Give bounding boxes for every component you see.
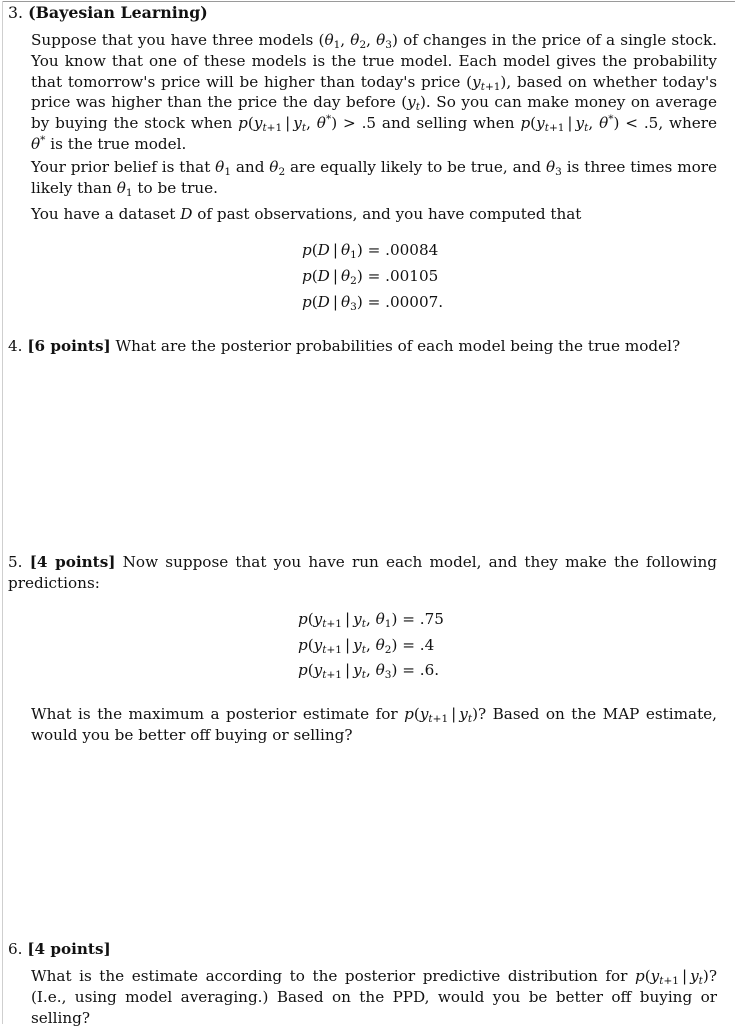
left-border-line [2,1,3,1024]
question-3-title: (Bayesian Learning) [28,3,208,22]
likelihood-equation: p(D | $\theta_2) = .00105$ [302,267,439,287]
question-4 [8,336,718,357]
question-5-number: 5. [8,553,23,571]
question-5-points: [4 points] [29,553,116,571]
question-3-paragraph-3: You have a dataset D of past observations, and you have computed that [31,205,582,223]
question-3-paragraph-2: Your prior belief is that $\theta_1$ and $\theta_2$ are equally likely to be true, and $\theta_3$ is three times more likely than $\theta_1$ to be true. [31,158,717,199]
question-3-heading [8,3,208,24]
question-6-points: [4 points] [27,940,111,958]
question-6-heading [8,939,717,960]
question-4-number: 4. [8,337,23,355]
question-4-text: What are the posterior probabilities of each model being the true model? [115,337,681,355]
prediction-equation: $p(y_{t+1}$ | $y_t$, $\theta_1) = .75$ [298,610,444,630]
question-5-follow-up: What is the maximum a posterior estimate for $p(y_{t+1}$ | $y_t$)? Based on the MAP estimate, would you be better off buying or selling? [31,705,717,744]
question-3-number: 3. [8,3,24,22]
question-3-paragraph-1: Suppose that you have three models ($\theta_1$, $\theta_2$, $\theta_3$) of changes in the price of a single stock. You know that one of these models is the true model. Each model gives the probability that tomorrow's price will be higher than today's price $(y_{t+1})$, based on whether today's price was higher than the price the day before $(y_t)$. So you can make money on average by buying the stock when $p(y_{t+1}$ | $y_t$, θ*) > .5 and selling when $p(y_{t+1}$ | $y_t$, θ*) < .5, where θ* is the true model. [31,31,718,153]
question-4-points: [6 points] [27,337,111,355]
prediction-equation: $p(y_{t+1}$ | $y_t$, $\theta_2) = .4$ [298,636,435,656]
likelihood-equation: p(D | $\theta_1) = .00084$ [302,241,439,261]
question-6-number: 6. [8,940,23,958]
top-border-line [2,1,735,2]
question-5 [8,552,717,594]
prediction-equation: $p(y_{t+1}$ | $y_t$, $\theta_3) = .6$. [298,661,440,681]
question-5-text: Now suppose that you have run each model, and they make the following predictions: [8,553,717,592]
likelihood-equation: p(D | $\theta_3) = .00007$. [302,293,444,313]
question-6-text: What is the estimate according to the posterior predictive distribution for $p(y_{t+1}$ | $y_t$)? (I.e., using model averaging.) Based on the PPD, would you be better off buying or selling? [31,967,717,1027]
